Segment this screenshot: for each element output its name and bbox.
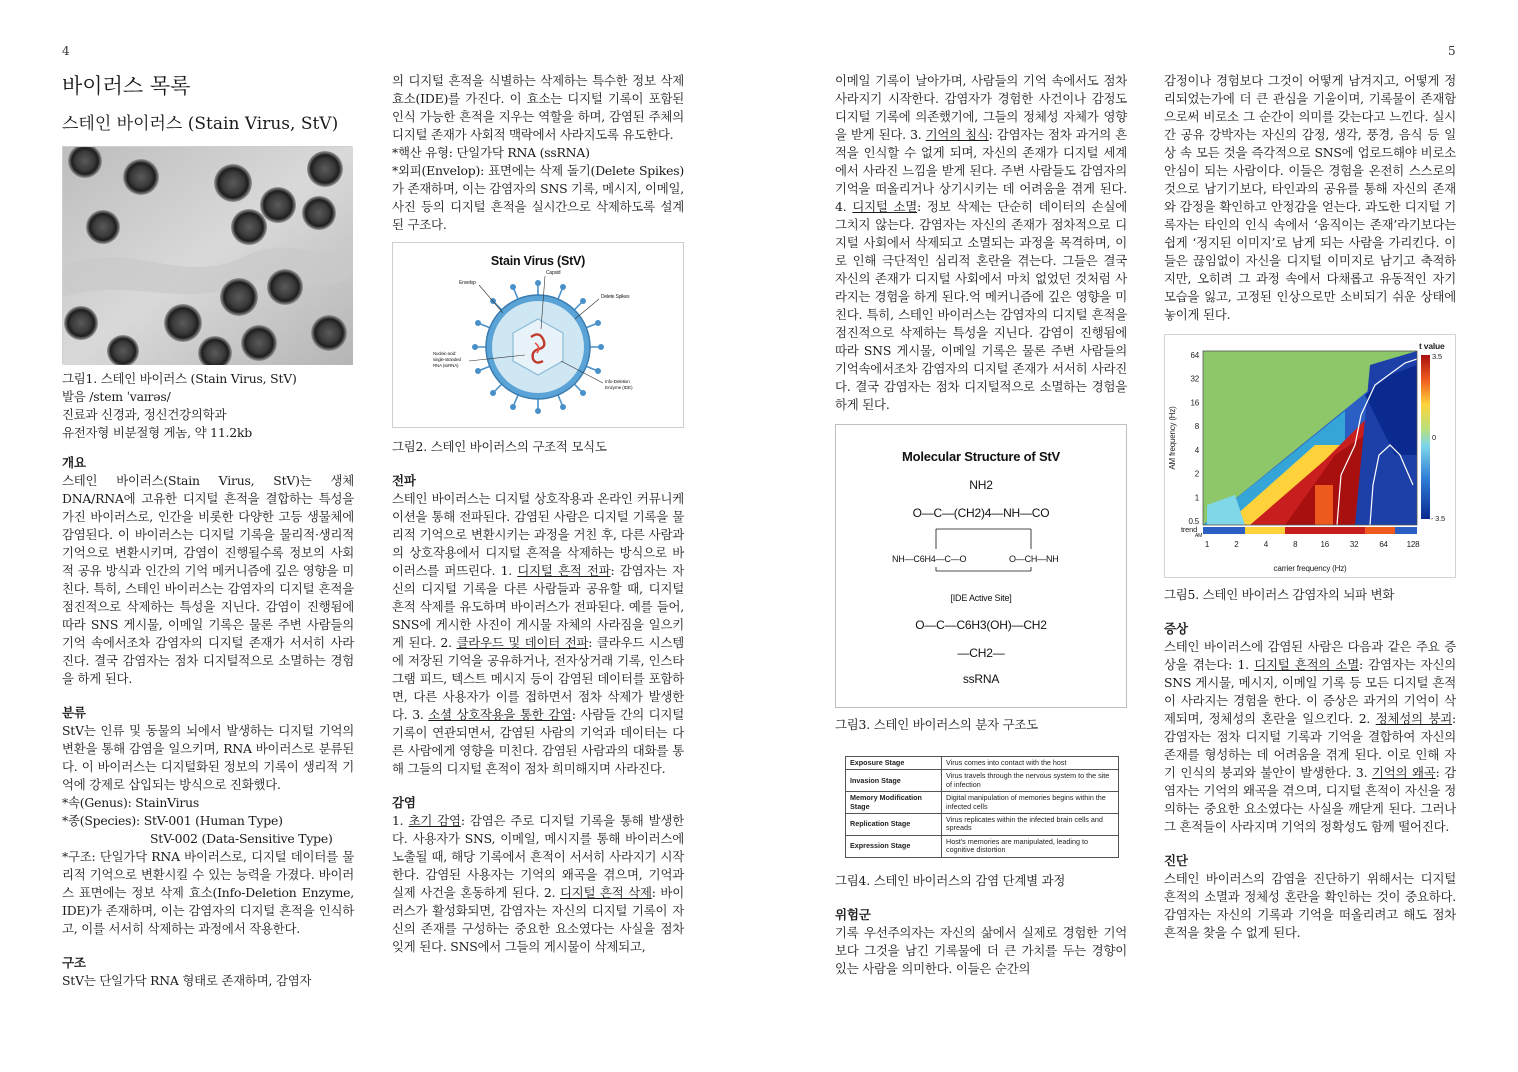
x-tick-label: 32 <box>1349 540 1359 549</box>
y-tick-label: 0.5 <box>1188 517 1199 526</box>
structure-note: *구조: 단일가닥 RNA 바이러스로, 디지털 데이터를 물리적 기억으로 변환시킬 수 있는 능력을 가졌다. 바이러스 표면에는 정보 삭제 효소(Info-Deletion Enzyme, IDE)가 존재하며, 이는 감염자의 디지털 흔적을 인식하고, 이를 서서히 삭제하는 과정에서 작용한다. <box>62 849 354 936</box>
molecule-line-6: ssRNA <box>962 672 1000 686</box>
section-heading-overview: 개요 <box>62 455 86 470</box>
x-tick-label: 16 <box>1320 540 1329 549</box>
section-heading-symptoms: 증상 <box>1164 621 1188 636</box>
infection-text: 1. 초기 감염: 감염은 주로 디지털 기록을 통해 발생한다. 사용자가 SNS, 이메일, 메시지를 통해 바이러스에 노출될 때, 해당 기록에서 흔적이 서서히 사라지기 시작한다. 감염된 사용자는 기억의 왜곡을 겪으며, 기억과 실제 사건을 혼동하게 된다. 2. 디지털 흔적 삭제: 바이러스가 활성화되면, 감염자는 자신의 디지털 기록이 자신의 존재를 구성하는 중요한 요소였다는 사실을 점차 잊게 된다. SNS에서 그들의 게시물이 삭제되고, <box>392 813 684 954</box>
stage-row <box>846 814 1119 836</box>
stage-name: Exposure Stage <box>846 757 942 770</box>
x-tick-label: 2 <box>1234 540 1239 549</box>
label-ide-2: Enzyme (IDE) <box>605 386 633 391</box>
label-nucleic-1: Nucleic-acid: <box>433 351 457 356</box>
virus-structure-svg <box>393 243 683 427</box>
stage-name: Replication Stage <box>846 814 942 836</box>
diagnosis-text: 스테인 바이러스의 감염을 진단하기 위해서는 디지털 흔적의 소멸과 정체성 혼란을 확인하는 것이 중요하다. 감염자는 자신의 기록과 기억을 떠올리려고 해도 점차 흔적을 찾을 수 없게 된다. <box>1164 871 1456 940</box>
nucleic-acid-type: *핵산 유형: 단일가닥 RNA (ssRNA) <box>392 145 590 160</box>
stage-row <box>846 757 1119 770</box>
section-heading-structure: 구조 <box>62 955 86 970</box>
x-tick-label: 64 <box>1379 540 1388 549</box>
structure-diagram <box>392 242 684 428</box>
y-tick-label: 32 <box>1190 374 1199 384</box>
infection-text-continued: 이메일 기록이 날아가며, 사람들의 기억 속에서도 점차 사라지기 시작한다. 감염자가 경험한 사건이나 감정도 디지털 기록에 의존했기에, 그들의 정체성 자체가 영향을 받게 된다. 3. 기억의 침식: 감염자는 점차 과거의 흔적을 인식할 수 없게 되며, 자신의 존재가 디지털 세계에서 사라진 느낌을 받게 된다. 주변 사람들도 감염자의 기억을 떠올리거나 상기시키는 데 어려움을 겪게 된다. 4. 디지털 소멸: 정보 삭제는 단순히 데이터의 손실에 그치지 않는다. 감염자는 자신의 존재가 점차적으로 디지털 사회에서 삭제되고 소멸되는 과정을 목격하며, 이로 인해 극단적인 심리적 혼란을 겪는다. 그들은 결국 자신의 존재가 디지털 사회에서 마치 없었던 것처럼 사라지는 경험을 하게 된다.억 메커니즘에 깊은 영향을 미친다. 특히, 스테인 바이러스는 감염자의 디지털 흔적을 점진적으로 삭제하는 특성을 지닌다. 감염이 진행됨에 따라 SNS 게시물, 이메일 기록은 물론 주변 사람들의 기억속에서조차 감염자의 디지털 존재가 서서히 사라진다. 결국 감염자는 점차 디지털적으로 소멸하는 경험을 하게 된다. <box>835 73 1127 412</box>
x-tick-label: 128 <box>1406 540 1420 549</box>
molecule-ide-site: [IDE Active Site] <box>950 593 1012 603</box>
x-axis-label: carrier frequency (Hz) <box>1273 564 1347 573</box>
structure-text-continued: 의 디지털 흔적을 식별하는 삭제하는 특수한 정보 삭제 효소(IDE)를 가진다. 이 효소는 디지털 기록이 포함된 인식 가능한 흔적을 지우는 역할을 하며, 감염된 주체의 디지털 존재가 사회적 맥락에서 사라지도록 유도한다. <box>392 73 684 142</box>
y-axis-label: AM frequency (Hz) <box>1168 406 1177 470</box>
section-heading-transmission: 전파 <box>392 473 416 488</box>
label-nucleic-3: RNA (ssRNA) <box>433 363 459 368</box>
label-delete-spikes: Delete Spikes <box>601 294 630 300</box>
stage-row <box>846 770 1119 792</box>
label-nucleic-2: single-stranded <box>433 357 461 362</box>
stage-name: Invasion Stage <box>846 770 942 792</box>
stage-row <box>846 835 1119 857</box>
section-heading-risk-group: 위험군 <box>835 906 871 922</box>
diagram-title: Stain Virus (StV) <box>490 254 586 268</box>
y-tick-label: 2 <box>1194 469 1199 479</box>
x-tick-label: 8 <box>1293 540 1298 549</box>
molecule-line-1: NH2 <box>969 478 993 492</box>
stage-description: Digital manipulation of memories begins within the infected cells <box>942 792 1119 814</box>
virus-micrograph <box>63 147 353 365</box>
x-tick-label: 4 <box>1263 540 1268 549</box>
page-number-left: 4 <box>62 44 70 58</box>
column-1 <box>62 72 354 990</box>
infection-stage-table <box>845 756 1119 858</box>
virus-name: 스테인 바이러스 (Stain Virus, StV) <box>62 114 339 134</box>
colorbar-mid: 0 <box>1432 433 1436 442</box>
envelope-text: *외피(Envelop): 표면에는 삭제 돌기(Delete Spikes)가 존재하며, 이는 감염자의 SNS 기록, 메시지, 이메일, 사진 등의 디지털 흔적을 실시간으로 삭제하도록 설계된 구조다. <box>392 163 684 232</box>
overview-text: 스테인 바이러스(Stain Virus, StV)는 생체 DNA/RNA에 고유한 디지털 흔적을 결합하는 특성을 가진 바이러스로, 인간을 비롯한 다양한 고등 생물체에 감염된다. 이 바이러스는 디지털 기록을 물리적·생리적 기억으로 변환시키며, 감염이 진행될수록 정보의 사회적 공유 방식과 인간의 기억 메커니즘에 깊은 영향을 미친다. 특히, 스테인 바이러스는 감염자의 디지털 흔적을 점진적으로 삭제하는 특성을 지닌다. 감염이 진행됨에 따라 SNS 게시물, 이메일 기록은 물론 주변 사람들의 기억 속에서조차 감염자의 디지털 존재가 서서히 사라진다. 결국 감염자는 점차 디지털적으로 소멸하는 경험을 하게 된다. <box>62 473 354 686</box>
section-heading-infection: 감염 <box>392 795 416 810</box>
species-line-2: StV-002 (Data-Sensitive Type) <box>150 831 333 846</box>
figure-5-caption: 그림5. 스테인 바이러스 감염자의 뇌파 변화 <box>1164 587 1395 602</box>
y-tick-label: 4 <box>1194 445 1199 455</box>
label-ide-1: Info-Deletion <box>605 380 630 385</box>
stage-name: Memory Modification Stage <box>846 792 942 814</box>
figure-2-caption: 그림2. 스테인 바이러스의 구조적 모식도 <box>392 439 607 454</box>
genotype: 유전자형 비분절형 게놈, 약 11.2kb <box>62 425 252 440</box>
species-line-1: *종(Species): StV-001 (Human Type) <box>62 813 283 828</box>
figure-4-caption: 그림4. 스테인 바이러스의 감염 단계별 과정 <box>835 872 1066 888</box>
brainwave-chart <box>1164 334 1456 578</box>
section-heading-diagnosis: 진단 <box>1164 853 1188 868</box>
stage-description: Virus travels through the nervous system to the site of infection <box>942 770 1119 792</box>
column-2 <box>392 72 684 956</box>
heatmap-svg <box>1165 335 1455 577</box>
y-tick-label: 64 <box>1190 351 1199 360</box>
figure-3-caption: 그림3. 스테인 바이러스의 분자 구조도 <box>835 717 1038 732</box>
molecule-line-2: O—C—(CH2)4—NH—CO <box>912 506 1050 520</box>
colorbar-min: - 3.5 <box>1431 514 1446 523</box>
y-tick-label: 1 <box>1194 493 1199 503</box>
column-4 <box>1164 72 1456 942</box>
colorbar <box>1421 355 1430 519</box>
risk-group-text-continued: 감정이나 경험보다 그것이 어떻게 남겨지고, 어떻게 정리되었는가에 더 큰 관심을 기울이며, 기록물이 존재함으로써 비로소 그 순간이 의미를 갖는다고 느낀다. 실시간 공유 강박자는 자신의 감정, 생각, 풍경, 음식 등 일상 속 모든 것을 즉각적으로 SNS에 업로드해야 비로소 안심이 되는 사람이다. 이들은 경험을 온전히 스스로의 것으로 남기기보다, 타인과의 공유를 통해 자신의 존재와 감정을 확인하고 안정감을 얻는다. 과도한 디지털 기록자는 타인의 인식 속에서 ‘움직이는 존재’라기보다는 쉽게 ‘정지된 이미지’로 남게 되는 사람을 가리킨다. 이들은 끊임없이 자신을 디지털 이미지로 남기고 축적하지만, 오히려 그 과정 속에서 다채롭고 유동적인 자기 모습을 잃고, 고정된 인상으로만 소비되기 쉬운 상태에 놓이게 된다. <box>1164 73 1456 322</box>
stage-row <box>846 792 1119 814</box>
genus-line: *속(Genus): StainVirus <box>62 795 200 810</box>
department: 진료과 신경과, 정신건강의학과 <box>62 407 227 422</box>
y-tick-label: 8 <box>1194 422 1199 432</box>
structure-text-start: StV는 단일가닥 RNA 형태로 존재하며, 감염자 <box>62 973 312 988</box>
trend-label: trend <box>1181 525 1198 534</box>
molecule-title: Molecular Structure of StV <box>901 449 1061 464</box>
heatmap-cells <box>1203 351 1417 525</box>
colorbar-max: 3.5 <box>1432 352 1442 361</box>
label-capsid: Capsid <box>546 270 561 276</box>
section-heading-classification: 분류 <box>62 705 86 720</box>
column-3 <box>835 72 1127 978</box>
stage-description: Virus comes into contact with the host <box>942 757 1119 770</box>
molecule-ring-right: O—CH—NH <box>1009 554 1059 564</box>
transmission-text: 스테인 바이러스는 디지털 상호작용과 온라인 커뮤니케이션을 통해 전파된다. 감염된 사람은 디지털 기록을 물리적 기억으로 변환시키는 과정을 거친 후, 다른 사람과의 상호작용에서 디지털 흔적을 삭제하는 방식으로 바이러스를 퍼뜨린다. 1. 디지털 흔적 전파: 감염자는 자신의 디지털 기록을 다른 사람들과 공유할 때, 디지털 흔적 삭제를 유도하며 바이러스가 전파된다. 예를 들어, SNS에 게시한 사진이 게시물 자체의 사라짐을 일으키게 된다. 2. 클라우드 및 데이터 전파: 클라우드 시스템에 저장된 기억을 공유하거나, 전자상거래 기록, 인스타그램 피드, 텍스트 메시지 등이 감염된 데이터를 포함하면, 다른 사용자가 이를 접하면서 점차 삭제가 발생한다. 3. 소셜 상호작용을 통한 감염: 사람들 간의 디지털 기록이 연관되면서, 감염된 사람의 기억과 데이터는 다른 사람에게 영향을 미친다. 감염된 사람과의 대화를 통해 그들의 디지털 흔적이 점차 희미해지며 사라진다. <box>392 491 684 776</box>
colorbar-title: t value <box>1419 341 1445 351</box>
page-number-right: 5 <box>1448 44 1456 58</box>
risk-group-text: 기록 우선주의자는 자신의 삶에서 실제로 경험한 기억보다 그것을 남긴 기록물에 더 큰 가치를 두는 경향이 있는 사람을 의미한다. 이들은 순간의 <box>835 924 1127 976</box>
molecule-line-5: —CH2— <box>957 646 1005 660</box>
page-title: 바이러스 목록 <box>62 74 191 98</box>
stage-description: Virus replicates within the infected brain cells and spreads <box>942 814 1119 836</box>
molecule-ring-left: NH—C6H4—C—O <box>892 554 967 564</box>
y-tick-label: 16 <box>1190 398 1199 408</box>
microscope-image <box>62 146 352 364</box>
trend-subscript: AM <box>1195 533 1203 539</box>
classification-text: StV는 인류 및 동물의 뇌에서 발생하는 디지털 기억의 변환을 통해 감염을 일으키며, RNA 바이러스로 분류된다. 이 바이러스는 디지털화된 정보의 기록이 생리적 기억에 강제로 삽입되는 방식으로 진화했다. <box>62 723 354 792</box>
stage-name: Expression Stage <box>846 835 942 857</box>
molecule-svg <box>836 425 1126 707</box>
stage-description: Host's memories are manipulated, leading to cognitive distortion <box>942 835 1119 857</box>
molecule-line-4: O—C—C6H3(OH)—CH2 <box>915 618 1047 632</box>
molecular-structure-diagram <box>835 424 1127 708</box>
x-tick-label: 1 <box>1204 540 1210 549</box>
pronunciation: 발음 /steɪn ˈvaɪrəs/ <box>62 389 171 404</box>
figure-1-caption: 그림1. 스테인 바이러스 (Stain Virus, StV) <box>62 371 297 386</box>
symptoms-text: 스테인 바이러스에 감염된 사람은 다음과 같은 주요 증상을 겪는다: 1. 디지털 흔적의 소멸: 감염자는 자신의 SNS 게시물, 메시지, 이메일 기록 등 모든 디지털 흔적이 사라지는 경험을 한다. 이 증상은 과거의 기억이 삭제되며, 정체성의 혼란을 일으킨다. 2. 정체성의 붕괴: 감염자는 점차 디지털 기록과 기억을 결합하여 자신의 존재를 형성하는 데 어려움을 겪게 된다. 이로 인해 자기 인식의 붕괴와 불안이 발생한다. 3. 기억의 왜곡: 감염자는 기억의 왜곡을 겪으며, 디지털 흔적이 자신을 정의하는 중요한 요소였다는 사실을 깨닫게 된다. 그러나 그 흔적들이 사라지며 기억의 정확성도 함께 떨어진다. <box>1164 639 1456 834</box>
label-envelop: Envelop <box>459 280 476 286</box>
